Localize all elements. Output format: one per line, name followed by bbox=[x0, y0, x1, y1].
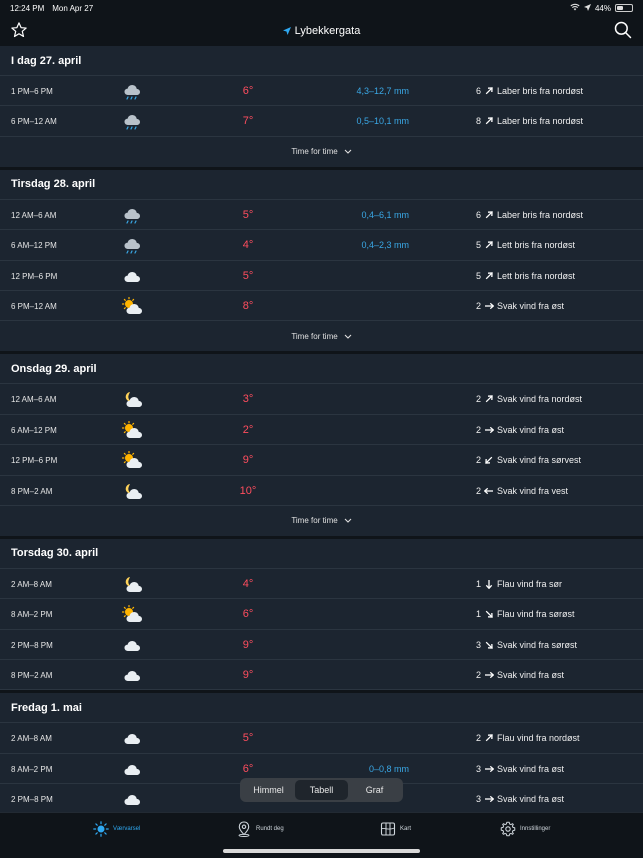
wind-description: Flau vind fra nordøst bbox=[497, 733, 580, 744]
tab-label: Innstillinger bbox=[520, 826, 551, 832]
tab-vaervarsel[interactable] bbox=[93, 821, 140, 837]
day-header: Onsdag 29. april bbox=[0, 354, 643, 384]
cloud-icon bbox=[121, 729, 143, 747]
chevron-down-icon bbox=[344, 518, 352, 523]
wind bbox=[476, 455, 581, 465]
tab-kart[interactable] bbox=[380, 821, 411, 837]
sun-cloud-icon bbox=[121, 421, 143, 439]
wind-description: Lett bris fra nordøst bbox=[497, 240, 576, 251]
time-range: 2 PM–8 PM bbox=[11, 640, 53, 650]
time-range: 12 PM–6 PM bbox=[11, 271, 58, 281]
hourly-toggle[interactable] bbox=[0, 137, 643, 167]
time-range: 2 PM–8 PM bbox=[11, 795, 53, 805]
wind-arrow-icon bbox=[484, 86, 494, 96]
temperature: 9° bbox=[242, 638, 254, 651]
rain-cloud-icon bbox=[121, 206, 143, 224]
cloud-icon bbox=[121, 666, 143, 684]
temperature: 6° bbox=[242, 85, 254, 97]
time-range: 8 PM–2 AM bbox=[11, 671, 53, 681]
forecast-list[interactable] bbox=[0, 46, 643, 812]
forecast-row[interactable] bbox=[0, 660, 643, 690]
day-section bbox=[0, 539, 643, 691]
wind-speed: 5 bbox=[476, 240, 482, 251]
segment-graf[interactable]: Graf bbox=[365, 785, 384, 795]
battery-percent: 44% bbox=[594, 3, 611, 13]
wind-description: Svak vind fra vest bbox=[497, 485, 569, 496]
wind-arrow-icon bbox=[484, 455, 494, 465]
chevron-down-icon bbox=[344, 149, 352, 154]
wind-description: Svak vind fra øst bbox=[497, 670, 565, 681]
temperature: 8° bbox=[242, 299, 254, 312]
wind-arrow-icon bbox=[484, 609, 494, 619]
wind bbox=[476, 794, 564, 804]
wind-description: Flau vind fra sørøst bbox=[497, 609, 575, 620]
wind-speed: 2 bbox=[476, 455, 482, 466]
temperature: 7° bbox=[242, 115, 254, 128]
wind bbox=[476, 271, 575, 281]
wind-arrow-icon bbox=[484, 240, 494, 250]
wind-arrow-icon bbox=[484, 794, 494, 804]
wind-arrow-icon bbox=[484, 579, 494, 589]
moon-cloud-icon bbox=[121, 390, 143, 408]
time-range: 6 AM–12 PM bbox=[11, 425, 57, 435]
temperature: 2° bbox=[242, 423, 254, 436]
wind bbox=[476, 640, 577, 650]
wind-speed: 2 bbox=[476, 300, 482, 311]
precipitation: 0,4–6,1 mm bbox=[361, 209, 409, 220]
segment-himmel[interactable]: Himmel bbox=[253, 785, 284, 795]
time-range: 12 AM–6 AM bbox=[11, 395, 57, 405]
forecast-row[interactable] bbox=[0, 76, 643, 106]
rain-cloud-icon bbox=[121, 82, 143, 100]
location-arrow-icon bbox=[283, 27, 291, 35]
wind bbox=[476, 486, 568, 496]
wind-arrow-icon bbox=[484, 425, 494, 435]
forecast-row[interactable] bbox=[0, 230, 643, 260]
day-header: I dag 27. april bbox=[0, 46, 643, 76]
wind bbox=[476, 394, 582, 404]
wind-speed: 3 bbox=[476, 639, 482, 650]
status-time: 12:24 PM bbox=[10, 3, 45, 13]
wind-description: Svak vind fra sørvest bbox=[497, 455, 582, 466]
time-range: 8 PM–2 AM bbox=[11, 486, 53, 496]
status-date: Mon Apr 27 bbox=[52, 3, 94, 13]
sun-icon bbox=[93, 821, 109, 837]
wind-speed: 2 bbox=[476, 424, 482, 435]
segment-tabell[interactable]: Tabell bbox=[295, 780, 348, 800]
wind-description: Laber bris fra nordøst bbox=[497, 209, 584, 220]
time-range: 1 PM–6 PM bbox=[11, 87, 53, 96]
time-range: 2 AM–8 AM bbox=[11, 579, 52, 589]
chevron-down-icon bbox=[344, 334, 352, 339]
temperature: 4° bbox=[242, 239, 254, 252]
wind-arrow-icon bbox=[484, 486, 494, 496]
wind bbox=[476, 240, 575, 250]
hourly-toggle-label: Time for time bbox=[291, 516, 338, 526]
time-range: 8 AM–2 PM bbox=[11, 764, 53, 774]
tab-label: Værvarsel bbox=[113, 826, 141, 832]
wind-description: Lett bris fra nordøst bbox=[497, 270, 576, 281]
map-icon bbox=[380, 821, 396, 837]
temperature: 5° bbox=[242, 208, 254, 221]
day-header: Tirsdag 28. april bbox=[0, 170, 643, 200]
time-range: 12 AM–6 AM bbox=[11, 210, 57, 220]
cloud-icon bbox=[121, 760, 143, 778]
forecast-row[interactable] bbox=[0, 569, 643, 599]
rain-cloud-icon bbox=[121, 112, 143, 130]
hourly-toggle-label: Time for time bbox=[291, 147, 338, 157]
wind-description: Flau vind fra sør bbox=[497, 578, 563, 589]
forecast-row[interactable] bbox=[0, 106, 643, 136]
wind-arrow-icon bbox=[484, 764, 494, 774]
forecast-row[interactable] bbox=[0, 261, 643, 291]
gear-icon bbox=[500, 821, 516, 837]
forecast-row[interactable] bbox=[0, 599, 643, 629]
wind-speed: 6 bbox=[476, 86, 482, 96]
temperature: 3° bbox=[242, 393, 254, 406]
temperature: 5° bbox=[242, 732, 254, 745]
star-icon[interactable] bbox=[10, 21, 28, 39]
view-segment-control bbox=[240, 778, 403, 802]
wind bbox=[476, 210, 583, 220]
forecast-row[interactable] bbox=[0, 445, 643, 475]
temperature: 10° bbox=[239, 484, 257, 497]
wind-arrow-icon bbox=[484, 271, 494, 281]
wind-arrow-icon bbox=[484, 116, 494, 126]
wind-speed: 5 bbox=[476, 270, 482, 281]
day-section bbox=[0, 46, 643, 167]
sun-cloud-icon bbox=[121, 451, 143, 469]
wind-speed: 2 bbox=[476, 733, 482, 744]
status-bar bbox=[0, 0, 643, 16]
search-icon[interactable] bbox=[613, 20, 633, 40]
wind-description: Svak vind fra øst bbox=[497, 794, 565, 805]
wind-description: Svak vind fra øst bbox=[497, 763, 565, 774]
moon-cloud-icon bbox=[121, 482, 143, 500]
wind bbox=[476, 733, 580, 743]
wind-description: Laber bris fra nordøst bbox=[497, 116, 584, 127]
wind-speed: 2 bbox=[476, 394, 482, 405]
tab-label: Kart bbox=[400, 826, 412, 832]
wind-arrow-icon bbox=[484, 670, 494, 680]
sun-cloud-icon bbox=[121, 297, 143, 315]
cloud-icon bbox=[121, 790, 143, 808]
day-section bbox=[0, 354, 643, 536]
time-range: 2 AM–8 AM bbox=[11, 734, 52, 744]
forecast-row[interactable] bbox=[0, 200, 643, 230]
moon-cloud-icon bbox=[121, 575, 143, 593]
forecast-row[interactable] bbox=[0, 384, 643, 414]
wind-speed: 1 bbox=[476, 609, 482, 620]
forecast-row[interactable] bbox=[0, 630, 643, 660]
temperature: 6° bbox=[242, 762, 254, 775]
time-range: 6 AM–12 PM bbox=[11, 241, 57, 251]
precipitation: 0–0,8 mm bbox=[368, 763, 409, 774]
temperature: 9° bbox=[242, 669, 254, 682]
wind bbox=[476, 609, 575, 619]
tab-rundt-deg[interactable] bbox=[236, 821, 284, 837]
location-title[interactable] bbox=[283, 25, 361, 37]
wind-description: Svak vind fra øst bbox=[497, 424, 565, 435]
wind-speed: 3 bbox=[476, 763, 482, 774]
wind-arrow-icon bbox=[484, 394, 494, 404]
day-section bbox=[0, 170, 643, 352]
wind-arrow-icon bbox=[484, 733, 494, 743]
wind-speed: 6 bbox=[476, 209, 482, 220]
nav-bar bbox=[0, 16, 643, 46]
forecast-row[interactable] bbox=[0, 415, 643, 445]
wind-arrow-icon bbox=[484, 640, 494, 650]
wind-speed: 3 bbox=[476, 794, 482, 805]
wind bbox=[476, 764, 564, 774]
forecast-row[interactable] bbox=[0, 723, 643, 753]
time-range: 6 PM–12 AM bbox=[11, 117, 57, 127]
tab-label: Rundt deg bbox=[256, 826, 284, 832]
hourly-toggle-label: Time for time bbox=[291, 331, 338, 341]
wind-speed: 8 bbox=[476, 116, 482, 127]
temperature: 9° bbox=[242, 454, 254, 467]
wind-description: Svak vind fra nordøst bbox=[497, 394, 583, 405]
location-pin-icon bbox=[236, 821, 252, 837]
wind-description: Laber bris fra nordøst bbox=[497, 86, 584, 96]
tab-innstillinger[interactable] bbox=[500, 821, 550, 837]
location-name: Lybekkergata bbox=[294, 25, 361, 37]
wind-description: Svak vind fra sørøst bbox=[497, 639, 578, 650]
sun-cloud-icon bbox=[121, 605, 143, 623]
hourly-toggle[interactable] bbox=[0, 321, 643, 351]
temperature: 5° bbox=[242, 269, 254, 282]
home-indicator bbox=[223, 849, 420, 853]
time-range: 6 PM–12 AM bbox=[11, 301, 57, 311]
temperature: 4° bbox=[242, 577, 254, 590]
wifi-icon bbox=[570, 3, 580, 13]
precipitation: 0,4–2,3 mm bbox=[361, 240, 409, 251]
temperature: 6° bbox=[242, 608, 254, 621]
wind-description: Svak vind fra øst bbox=[497, 300, 565, 311]
wind-speed: 2 bbox=[476, 670, 482, 681]
wind-speed: 1 bbox=[476, 578, 482, 589]
time-range: 12 PM–6 PM bbox=[11, 456, 58, 466]
wind-speed: 2 bbox=[476, 485, 482, 496]
wind bbox=[476, 116, 583, 126]
rain-cloud-icon bbox=[121, 236, 143, 254]
wind bbox=[476, 301, 564, 311]
battery-icon bbox=[615, 4, 633, 12]
wind bbox=[476, 86, 583, 96]
wind bbox=[476, 670, 564, 680]
forecast-row[interactable] bbox=[0, 291, 643, 321]
precipitation: 0,5–10,1 mm bbox=[356, 116, 409, 127]
cloud-icon bbox=[121, 636, 143, 654]
wind-arrow-icon bbox=[484, 210, 494, 220]
day-header: Torsdag 30. april bbox=[0, 539, 643, 569]
wind bbox=[476, 579, 562, 589]
cloud-icon bbox=[121, 267, 143, 285]
wind-arrow-icon bbox=[484, 301, 494, 311]
location-arrow-icon bbox=[584, 4, 591, 13]
wind bbox=[476, 425, 564, 435]
day-header: Fredag 1. mai bbox=[0, 693, 643, 723]
time-range: 8 AM–2 PM bbox=[11, 610, 53, 620]
forecast-row[interactable] bbox=[0, 476, 643, 506]
precipitation: 4,3–12,7 mm bbox=[356, 86, 409, 96]
hourly-toggle[interactable] bbox=[0, 506, 643, 536]
